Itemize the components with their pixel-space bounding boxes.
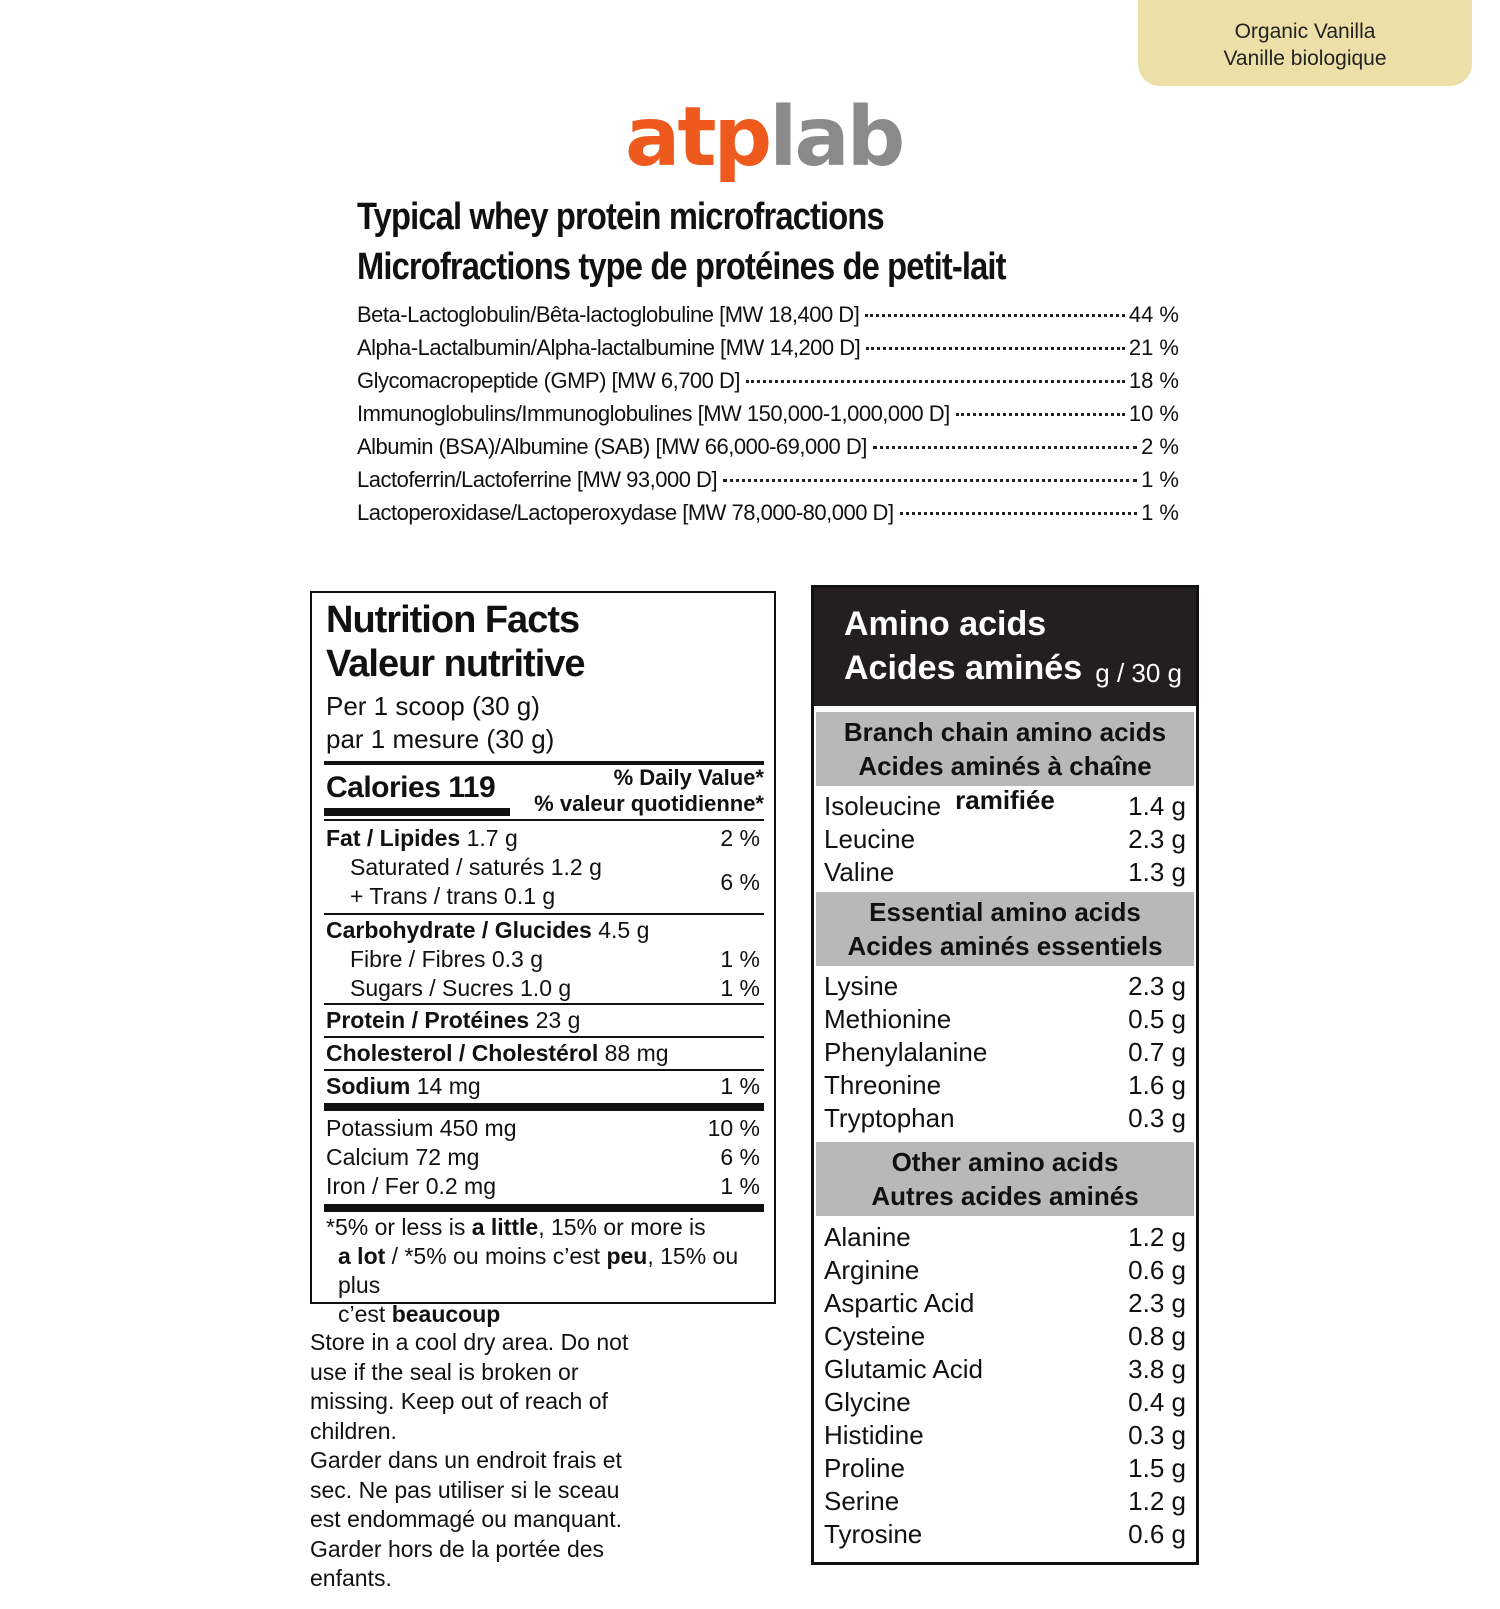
fraction-row xyxy=(357,302,1179,332)
sodium-row xyxy=(326,1073,764,1100)
essential-title-en: Essential amino acids xyxy=(869,897,1141,927)
fat-label: Fat / Lipides xyxy=(326,825,461,851)
potassium-row: Potassium 450 mg xyxy=(326,1115,517,1141)
leader-dots xyxy=(865,314,1125,317)
logo-lab: lab xyxy=(769,90,903,185)
amino-row: Lysine 2.3 g xyxy=(824,971,1186,1001)
leader-dots xyxy=(873,446,1137,449)
other-title-fr: Autres acides aminés xyxy=(871,1181,1139,1211)
divider xyxy=(324,913,764,915)
protein-label: Protein / Protéines xyxy=(326,1007,530,1033)
nutrition-title-en: Nutrition Facts xyxy=(326,599,580,641)
cholesterol-row xyxy=(326,1040,764,1067)
calories: Calories 119 xyxy=(326,771,496,804)
sat-trans-pct: 6 % xyxy=(720,869,760,895)
fraction-value: 1 % xyxy=(1141,467,1179,492)
potassium-pct: 10 % xyxy=(707,1115,760,1141)
footnote-line2: a lot / *5% ou moins c’est peu, 15% ou plus xyxy=(338,1243,739,1298)
serving-size-fr: par 1 mesure (30 g) xyxy=(326,724,555,754)
amino-row: Glycine 0.4 g xyxy=(824,1387,1186,1417)
fractions-title-fr: Microfractions type de protéines de petit-lait xyxy=(357,246,1006,288)
fraction-label: Lactoferrin/Lactoferrine [MW 93,000 D] xyxy=(357,467,718,492)
nutrition-title-fr: Valeur nutritive xyxy=(326,643,585,685)
divider xyxy=(324,1036,764,1038)
fraction-value: 18 % xyxy=(1128,368,1179,393)
chol-label: Cholesterol / Cholestérol xyxy=(326,1040,599,1066)
daily-value-fr: % valeur quotidienne* xyxy=(534,791,764,816)
fraction-label: Beta-Lactoglobulin/Bêta-lactoglobuline [MW 18,400 D] xyxy=(357,302,860,327)
divider xyxy=(324,819,764,821)
flavor-tab xyxy=(1138,0,1472,86)
carb-label: Carbohydrate / Glucides xyxy=(326,917,592,943)
amino-row: Histidine 0.3 g xyxy=(824,1420,1186,1450)
amino-row: Aspartic Acid 2.3 g xyxy=(824,1288,1186,1318)
section-essential xyxy=(816,892,1194,966)
fraction-label: Immunoglobulins/Immunoglobulines [MW 150,000-1,000,000 D] xyxy=(357,401,950,426)
calcium-pct: 6 % xyxy=(720,1144,760,1170)
amino-title-en: Amino acids xyxy=(844,605,1047,643)
sodium-label: Sodium xyxy=(326,1073,411,1099)
fractions-title-en: Typical whey protein microfractions xyxy=(357,196,884,238)
trans-row: + Trans / trans 0.1 g xyxy=(350,883,556,909)
leader-dots xyxy=(866,347,1125,350)
amino-row: Methionine 0.5 g xyxy=(824,1004,1186,1034)
sugars-row: Sugars / Sucres 1.0 g xyxy=(350,975,572,1001)
amino-row: Alanine 1.2 g xyxy=(824,1222,1186,1252)
fraction-row xyxy=(357,401,1179,431)
daily-value-en: % Daily Value* xyxy=(613,765,764,790)
leader-dots xyxy=(900,512,1138,515)
fraction-value: 21 % xyxy=(1128,335,1179,360)
fat-pct: 2 % xyxy=(720,825,760,851)
sodium-amount: 14 mg xyxy=(416,1073,481,1099)
fraction-value: 10 % xyxy=(1128,401,1179,426)
fraction-row xyxy=(357,467,1179,497)
protein-amount: 23 g xyxy=(535,1007,581,1033)
bcaa-title-en: Branch chain amino acids xyxy=(843,717,1167,747)
amino-row: Glutamic Acid 3.8 g xyxy=(824,1354,1186,1384)
amino-row: Isoleucine 1.4 g xyxy=(824,791,1186,821)
saturated-row: Saturated / saturés 1.2 g xyxy=(350,854,602,880)
chol-amount: 88 mg xyxy=(604,1040,669,1066)
fraction-label: Alpha-Lactalbumin/Alpha-lactalbumine [MW 14,200 D] xyxy=(357,335,861,360)
footnote-line3: c’est beaucoup xyxy=(338,1301,501,1327)
fat-row xyxy=(326,825,764,852)
fraction-label: Albumin (BSA)/Albumine (SAB) [MW 66,000-69,000 D] xyxy=(357,434,867,459)
serving-size-en: Per 1 scoop (30 g) xyxy=(326,691,540,721)
other-title-en: Other amino acids xyxy=(891,1147,1119,1177)
amino-row: Leucine 2.3 g xyxy=(824,824,1186,854)
divider-thick xyxy=(324,1103,764,1111)
amino-row: Proline 1.5 g xyxy=(824,1453,1186,1483)
leader-dots xyxy=(746,380,1125,383)
storage-en: Store in a cool dry area. Do not use if the seal is broken or missing. Keep out of reach of children. xyxy=(310,1329,629,1444)
fibre-row: Fibre / Fibres 0.3 g xyxy=(350,946,544,972)
fibre-pct: 1 % xyxy=(720,946,760,972)
amino-row: Phenylalanine 0.7 g xyxy=(824,1037,1186,1067)
iron-pct: 1 % xyxy=(720,1173,760,1199)
divider xyxy=(324,1069,764,1071)
amino-row: Arginine 0.6 g xyxy=(824,1255,1186,1285)
amino-acids-table xyxy=(811,585,1199,1565)
leader-dots xyxy=(956,413,1125,416)
amino-row: Serine 1.2 g xyxy=(824,1486,1186,1516)
daily-value-header xyxy=(534,765,764,817)
brand-logo xyxy=(625,88,902,188)
fraction-value: 1 % xyxy=(1141,500,1179,525)
fraction-label: Glycomacropeptide (GMP) [MW 6,700 D] xyxy=(357,368,741,393)
bcaa-title-fr: Acides aminés à chaîne ramifiée xyxy=(858,751,1152,815)
carb-amount: 4.5 g xyxy=(598,917,650,943)
logo-atp: atp xyxy=(625,90,770,185)
amino-row: Threonine 1.6 g xyxy=(824,1070,1186,1100)
footnote-line1: *5% or less is a little, 15% or more is xyxy=(326,1214,706,1240)
amino-row: Tyrosine 0.6 g xyxy=(824,1519,1186,1549)
section-other xyxy=(816,1142,1194,1216)
calories-underline xyxy=(324,808,510,816)
daily-value-footnote xyxy=(326,1213,766,1329)
iron-row: Iron / Fer 0.2 mg xyxy=(326,1173,497,1199)
sodium-pct: 1 % xyxy=(720,1073,760,1099)
storage-instructions xyxy=(310,1328,650,1594)
fraction-label: Lactoperoxidase/Lactoperoxydase [MW 78,000-80,000 D] xyxy=(357,500,894,525)
fraction-row xyxy=(357,335,1179,365)
fat-amount: 1.7 g xyxy=(466,825,518,851)
fraction-row xyxy=(357,500,1179,530)
amino-row: Cysteine 0.8 g xyxy=(824,1321,1186,1351)
essential-title-fr: Acides aminés essentiels xyxy=(847,931,1163,961)
sugars-pct: 1 % xyxy=(720,975,760,1001)
flavor-en: Organic Vanilla xyxy=(1234,20,1376,43)
fraction-value: 2 % xyxy=(1141,434,1179,459)
fraction-value: 44 % xyxy=(1128,302,1179,327)
amino-row: Valine 1.3 g xyxy=(824,857,1186,887)
protein-row xyxy=(326,1007,764,1034)
amino-header xyxy=(814,588,1196,706)
calcium-row: Calcium 72 mg xyxy=(326,1144,480,1170)
amino-row: Tryptophan 0.3 g xyxy=(824,1103,1186,1133)
fraction-row xyxy=(357,434,1179,464)
divider xyxy=(324,1003,764,1005)
divider-thick xyxy=(324,1204,764,1212)
flavor-fr: Vanille biologique xyxy=(1223,47,1387,70)
carb-row xyxy=(326,917,764,944)
storage-fr: Garder dans un endroit frais et sec. Ne pas utiliser si le sceau est endommagé ou manquant. Garder hors de la portée des enfants. xyxy=(310,1447,622,1591)
amino-title-fr: Acides aminés xyxy=(844,649,1083,687)
fraction-row xyxy=(357,368,1179,398)
nutrition-facts-table xyxy=(310,591,776,1327)
leader-dots xyxy=(723,479,1137,482)
amino-unit: g / 30 g xyxy=(1095,658,1182,688)
